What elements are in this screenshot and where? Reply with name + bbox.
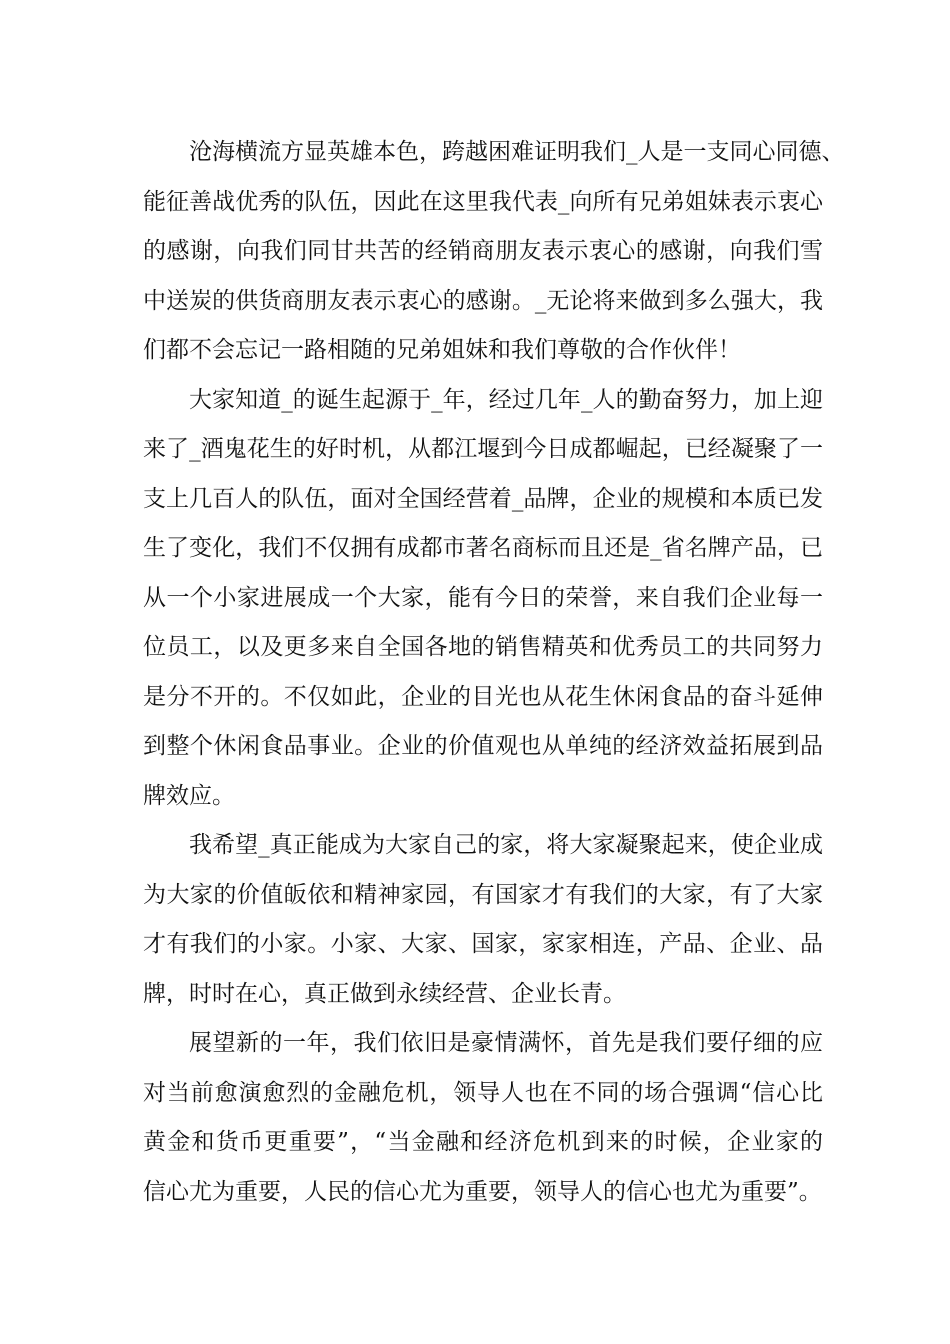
paragraph-4 [143, 1019, 823, 1217]
text-line: 信心尤为重要，人民的信心尤为重要，领导人的信心也尤为重要”。 [143, 1178, 822, 1205]
text-line: 来了_酒鬼花生的好时机，从都江堰到今日成都崛起，已经凝聚了一 [143, 436, 823, 462]
paragraph-3 [143, 821, 823, 1019]
text-line: 的感谢，向我们同甘共苦的经销商朋友表示衷心的感谢，向我们雪 [143, 238, 823, 264]
text-line: 到整个休闲食品事业。企业的价值观也从单纯的经济效益拓展到品 [143, 733, 823, 759]
text-line: 为大家的价值皈依和精神家园，有国家才有我们的大家，有了大家 [143, 881, 823, 908]
text-line: 大家知道_的诞生起源于_年，经过几年_人的勤奋努力，加上迎 [189, 386, 823, 413]
text-line: 牌效应。 [143, 782, 235, 809]
paragraph-2 [143, 376, 823, 822]
text-line: 能征善战优秀的队伍，因此在这里我代表_向所有兄弟姐妹表示衷心 [143, 188, 823, 215]
text-line: 支上几百人的队伍，面对全国经营着_品牌，企业的规模和本质已发 [143, 485, 823, 512]
body-text [143, 128, 845, 1217]
text-line: 才有我们的小家。小家、大家、国家，家家相连，产品、企业、品 [143, 931, 823, 957]
text-line: 中送炭的供货商朋友表示衷心的感谢。_无论将来做到多么强大，我 [143, 287, 823, 314]
text-line: 对当前愈演愈烈的金融危机，领导人也在不同的场合强调“信心比 [143, 1079, 823, 1106]
text-line: 从一个小家进展成一个大家，能有今日的荣誉，来自我们企业每一 [143, 584, 823, 611]
text-line: 我希望_真正能成为大家自己的家，将大家凝聚起来，使企业成 [189, 832, 823, 858]
text-line: 生了变化，我们不仅拥有成都市著名商标而且还是_省名牌产品，已 [143, 535, 823, 561]
text-line: 展望新的一年，我们依旧是豪情满怀，首先是我们要仔细的应 [189, 1030, 823, 1056]
text-line: 们都不会忘记一路相随的兄弟姐妹和我们尊敬的合作伙伴！ [143, 337, 741, 363]
text-line: 牌，时时在心，真正做到永续经营、企业长青。 [143, 980, 626, 1007]
text-line: 黄金和货币更重要”，“当金融和经济危机到来的时候，企业家的 [143, 1129, 823, 1155]
text-line: 沧海横流方显英雄本色，跨越困难证明我们_人是一支同心同德、 [189, 139, 845, 165]
paragraph-1 [143, 128, 845, 376]
text-line: 位员工，以及更多来自全国各地的销售精英和优秀员工的共同努力 [143, 634, 823, 660]
text-line: 是分不开的。不仅如此，企业的目光也从花生休闲食品的奋斗延伸 [143, 683, 823, 710]
